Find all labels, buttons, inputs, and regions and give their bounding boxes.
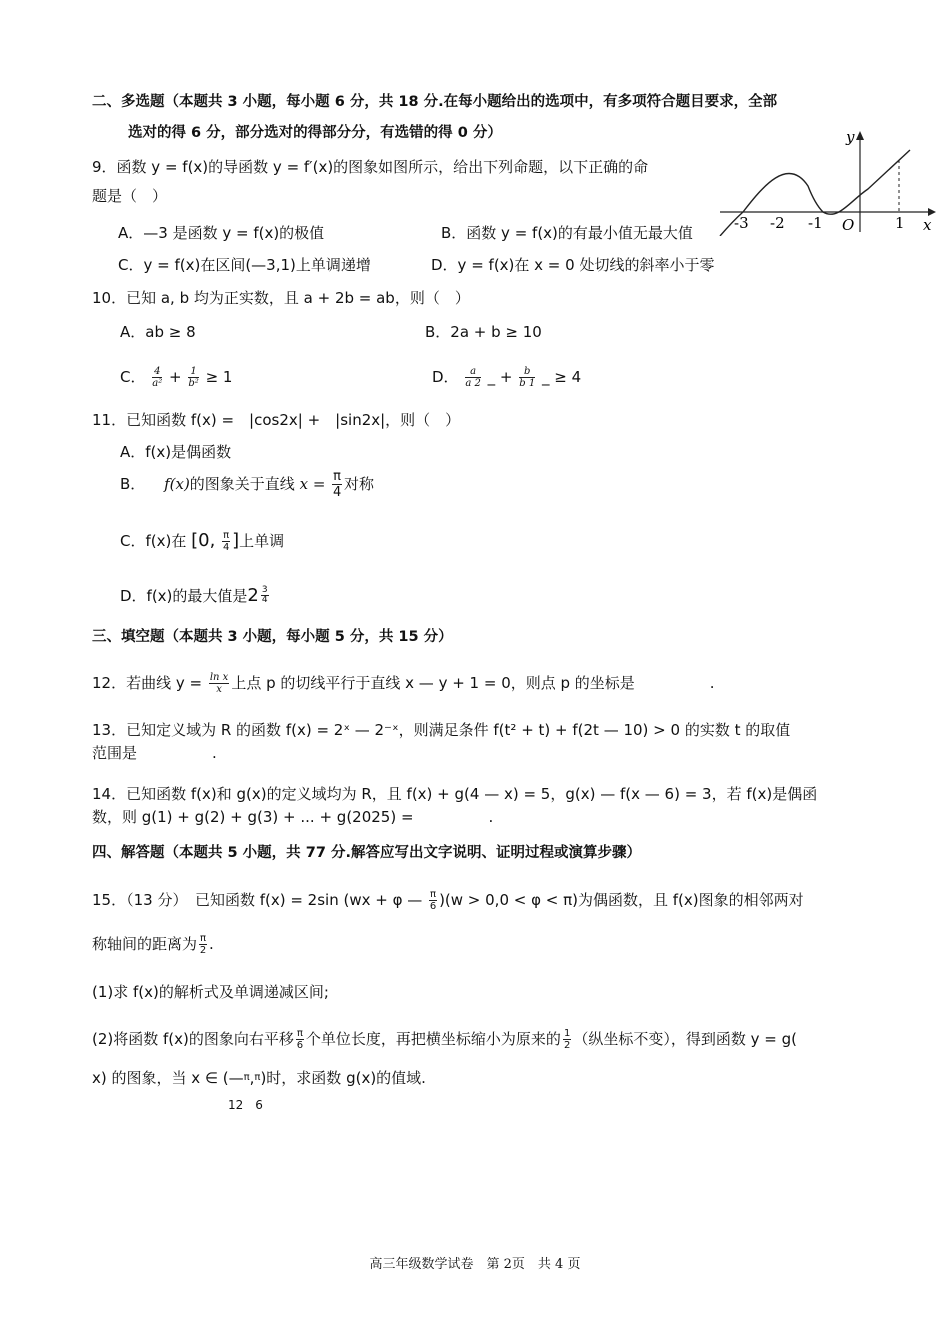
section-4-title: 四、解答题（本题共 5 小题，共 77 分.解答应写出文字说明、证明过程或演算步骤） xyxy=(92,845,641,861)
line-x-equals: x = xyxy=(299,475,326,493)
q15-stem-line1 xyxy=(92,889,804,912)
q15-part2-text-c: （纵坐标不变），得到函数 y = g( xyxy=(573,1030,797,1048)
option-label: B． xyxy=(120,475,146,493)
q11-stem: 11．已知函数 f(x) = |cos2x| + |sin2x|，则（ ） xyxy=(92,411,461,429)
plus-sign: _ + xyxy=(487,368,513,386)
plus-sign: + xyxy=(169,368,182,386)
q9-option-a: A．—3 是函数 y = f(x)的极值 xyxy=(118,224,325,242)
option-text-end: 上单调 xyxy=(239,532,285,550)
q15-part2-line2-post: )时，求函数 g(x)的值域. xyxy=(260,1069,426,1087)
q10-stem: 10．已知 a, b 均为正实数，且 a + 2b = ab，则（ ） xyxy=(92,289,470,307)
y-axis-arrow-icon xyxy=(856,131,864,140)
option-label: D． xyxy=(432,368,459,386)
q14-line2: 数，则 g(1) + g(2) + g(3) + ... + g(2025) = . xyxy=(92,808,494,826)
interval-right: ] xyxy=(232,530,240,551)
fraction-pi-over-4: $\frac{\pi}{4}$ xyxy=(222,530,230,553)
q9-stem-line2: 题是（ ） xyxy=(92,187,168,205)
interval-pi-a: π xyxy=(243,1072,250,1083)
fraction-b-over-b1: $\frac{b}{b 1}$ xyxy=(519,366,536,389)
q10-option-c xyxy=(120,366,232,389)
q15-part2-line2-pre: x) 的图象，当 x ∈ (— xyxy=(92,1069,244,1087)
section-2-title-line1: 二、多选题（本题共 3 小题，每小题 6 分，共 18 分.在每小题给出的选项中，有多项符合题目要求，全部 xyxy=(92,94,778,110)
inequality-rhs: _ ≥ 4 xyxy=(542,368,582,386)
fraction-a-over-a2: $\frac{a}{a 2}$ xyxy=(465,366,481,389)
option-label: C． xyxy=(120,368,146,386)
q14-line1: 14．已知函数 f(x)和 g(x)的定义域均为 R，且 f(x) + g(4 — x) = 5，g(x) — f(x — 6) = 3，若 f(x)是偶函 xyxy=(92,785,818,803)
q15-stem-line2 xyxy=(92,933,214,956)
q15-part1: (1)求 f(x)的解析式及单调递减区间; xyxy=(92,983,329,1001)
q11-option-a: A．f(x)是偶函数 xyxy=(120,443,232,461)
q12-text xyxy=(92,672,715,695)
interval-pi-b: π xyxy=(254,1072,261,1083)
q15-interval-denominators: 12 6 xyxy=(228,1098,263,1112)
option-text: 的图象关于直线 xyxy=(189,475,295,493)
power-base: 2 xyxy=(247,585,259,606)
tick-label-neg3: -3 xyxy=(734,214,749,232)
inequality-rhs: ≥ 1 xyxy=(205,368,233,386)
q12-text-pre: 12．若曲线 y = xyxy=(92,674,203,692)
q10-option-b: B．2a + b ≥ 10 xyxy=(425,323,542,341)
q13-line2: 范围是 . xyxy=(92,744,217,762)
q9-stem-line1: 9．函数 y = f(x)的导函数 y = f′(x)的图象如图所示，给出下列命题，以下正确的命 xyxy=(92,158,649,176)
q10-option-d xyxy=(432,366,581,389)
q12-text-post: 上点 p 的切线平行于直线 x — y + 1 = 0，则点 p 的坐标是 . xyxy=(231,674,715,692)
q15-stem-pre: 15．（13 分） 已知函数 f(x) = 2sin (wx + φ — xyxy=(92,891,423,909)
option-label: D．f(x)的最大值是 xyxy=(120,587,248,605)
q15-stem-post: )(w > 0,0 < φ < π)为偶函数，且 f(x)图象的相邻两对 xyxy=(439,891,804,909)
option-text-end: 对称 xyxy=(344,475,375,493)
tick-label-neg2: -2 xyxy=(770,214,785,232)
fraction-pi-over-2: $\frac{\pi}{2}$ xyxy=(199,933,207,956)
fraction-pi-over-6: $\frac{\pi}{6}$ xyxy=(296,1028,304,1051)
fraction-1-over-2: $\frac{1}{2}$ xyxy=(563,1028,571,1051)
interval-left: [0, xyxy=(191,530,216,551)
function-fx: f(x) xyxy=(164,475,190,493)
x-axis-label: x xyxy=(923,216,932,234)
q9-option-b: B．函数 y = f(x)的有最小值无最大值 xyxy=(441,224,693,242)
option-label: C．f(x)在 xyxy=(120,532,187,550)
q15-part2-text-a: (2)将函数 f(x)的图象向右平移 xyxy=(92,1030,294,1048)
origin-label: O xyxy=(842,216,855,234)
page-footer: 高三年级数学试卷 第 2页 共 4 页 xyxy=(369,1257,581,1272)
y-axis-label: y xyxy=(846,128,855,146)
q15-stem-line2-pre: 称轴间的距离为 xyxy=(92,935,198,953)
q15-part2-line2 xyxy=(92,1068,426,1088)
q15-part2-line1 xyxy=(92,1028,797,1051)
fraction-4-over-a2: $\frac{4}{\text{a²}}$ xyxy=(152,366,163,389)
q15-part2-text-b: 个单位长度，再把横坐标缩小为原来的 xyxy=(305,1030,561,1048)
q9-option-c: C．y = f(x)在区间(—3,1)上单调递增 xyxy=(118,256,371,274)
derivative-graph xyxy=(718,126,940,236)
q13-line1: 13．已知定义域为 R 的函数 f(x) = 2ˣ — 2⁻ˣ，则满足条件 f(t² + t) + f(2t — 10) > 0 的实数 t 的取值 xyxy=(92,721,791,739)
fraction-pi-over-6: $\frac{\pi}{6}$ xyxy=(429,889,437,912)
period: . xyxy=(209,935,214,953)
tick-label-1: 1 xyxy=(895,214,905,232)
section-3-title: 三、填空题（本题共 3 小题，每小题 5 分，共 15 分） xyxy=(92,629,453,645)
q10-option-a: A．ab ≥ 8 xyxy=(120,323,196,341)
q11-option-c xyxy=(120,530,284,553)
x-axis-arrow-icon xyxy=(928,208,936,216)
fraction-lnx-over-x: $\frac{\text{ln x}}{x}$ xyxy=(209,672,229,695)
exponent-fraction: $\frac{3}{4}$ xyxy=(261,585,268,605)
section-2-title-line2: 选对的得 6 分，部分选对的得部分分，有选错的得 0 分） xyxy=(128,125,502,141)
fraction-1-over-b2: $\frac{1}{\text{b²}}$ xyxy=(188,366,199,389)
tick-label-neg1: -1 xyxy=(808,214,823,232)
q11-option-b xyxy=(120,469,374,500)
interval-comma: , xyxy=(249,1069,255,1087)
q11-option-d xyxy=(120,586,271,606)
q9-option-d: D．y = f(x)在 x = 0 处切线的斜率小于零 xyxy=(431,256,715,274)
fraction-pi-over-4: $\frac{\pi}{4}$ xyxy=(332,469,342,500)
